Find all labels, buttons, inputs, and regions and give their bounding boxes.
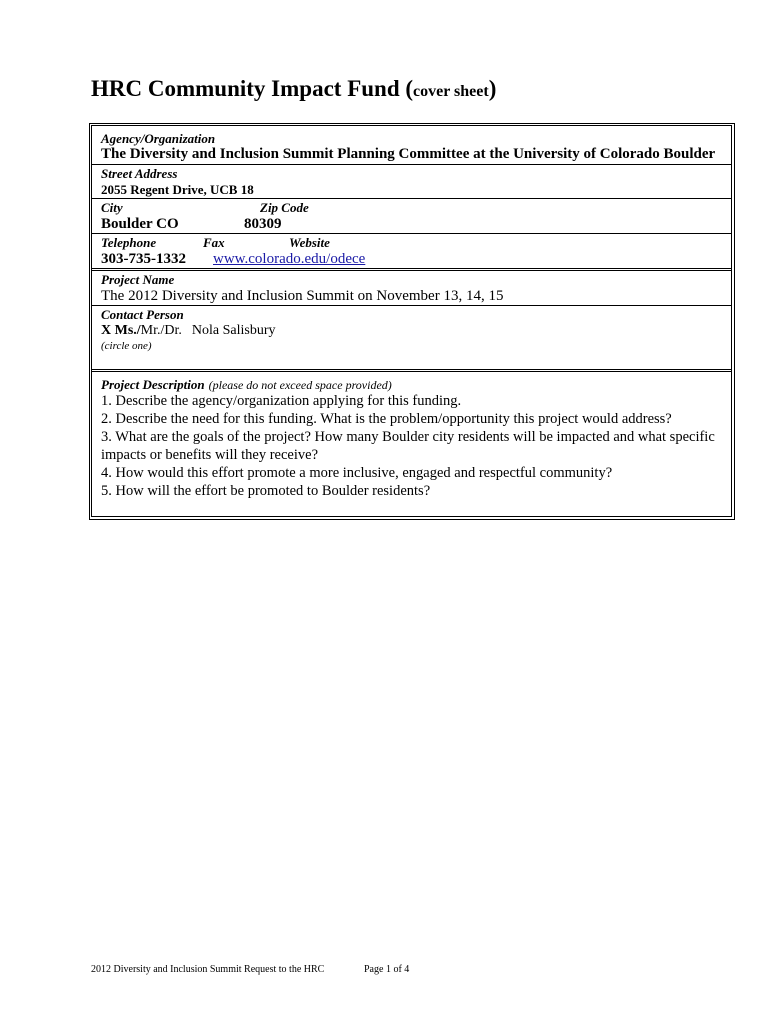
footer-left: 2012 Diversity and Inclusion Summit Request to the HRC — [91, 964, 325, 975]
title-options: Mr./Dr. — [140, 323, 182, 338]
project-name-field[interactable]: The 2012 Diversity and Inclusion Summit on November 13, 14, 15 — [101, 288, 504, 304]
city-field[interactable]: Boulder CO — [101, 216, 179, 232]
title-selected: X Ms./ — [101, 323, 141, 338]
description-item: 5. How will the effort be promoted to Boulder residents? — [101, 483, 431, 499]
circle-one-note: (circle one) — [101, 340, 152, 352]
page-title — [91, 76, 496, 102]
divider — [92, 164, 731, 165]
divider — [92, 268, 731, 271]
agency-label: Agency/Organization — [101, 131, 216, 146]
description-item: 2. Describe the need for this funding. What is the problem/opportunity this project would address? — [101, 411, 672, 427]
agency-field[interactable]: The Diversity and Inclusion Summit Planning Committee at the University of Colorado Boulder — [101, 146, 716, 162]
fax-label: Fax — [203, 235, 225, 250]
title-main: HRC Community Impact Fund ( — [91, 76, 414, 101]
city-label: City — [101, 200, 123, 215]
divider — [92, 198, 731, 199]
description-item: 3. What are the goals of the project? How many Boulder city residents will be impacted and what specific impacts or benefits will they receive? — [101, 429, 715, 463]
contact-person-label: Contact Person — [101, 307, 184, 322]
description-list — [101, 392, 721, 500]
telephone-field[interactable]: 303-735-1332 — [101, 251, 186, 267]
title-close: ) — [488, 76, 497, 101]
page-number: Page 1 of 4 — [364, 964, 410, 975]
zip-field[interactable]: 80309 — [244, 216, 282, 232]
contact-person-field[interactable] — [101, 323, 276, 339]
project-description-label: Project Description — [101, 377, 205, 392]
street-field[interactable]: 2055 Regent Drive, UCB 18 — [101, 182, 254, 197]
divider — [92, 305, 731, 306]
description-note: (please do not exceed space provided) — [208, 378, 392, 392]
website-link[interactable]: www.colorado.edu/odece — [213, 251, 366, 267]
divider — [92, 369, 731, 372]
cover-sheet-form — [89, 123, 735, 520]
street-label: Street Address — [101, 166, 178, 181]
zip-label: Zip Code — [260, 200, 309, 215]
description-item: 4. How would this effort promote a more inclusive, engaged and respectful community? — [101, 465, 613, 481]
divider — [92, 233, 731, 234]
telephone-label: Telephone — [101, 235, 157, 250]
description-item: 1. Describe the agency/organization applying for this funding. — [101, 393, 462, 409]
project-name-label: Project Name — [101, 272, 175, 287]
title-sub: cover sheet — [413, 83, 489, 100]
contact-name: Nola Salisbury — [191, 323, 276, 338]
website-label: Website — [289, 235, 330, 250]
